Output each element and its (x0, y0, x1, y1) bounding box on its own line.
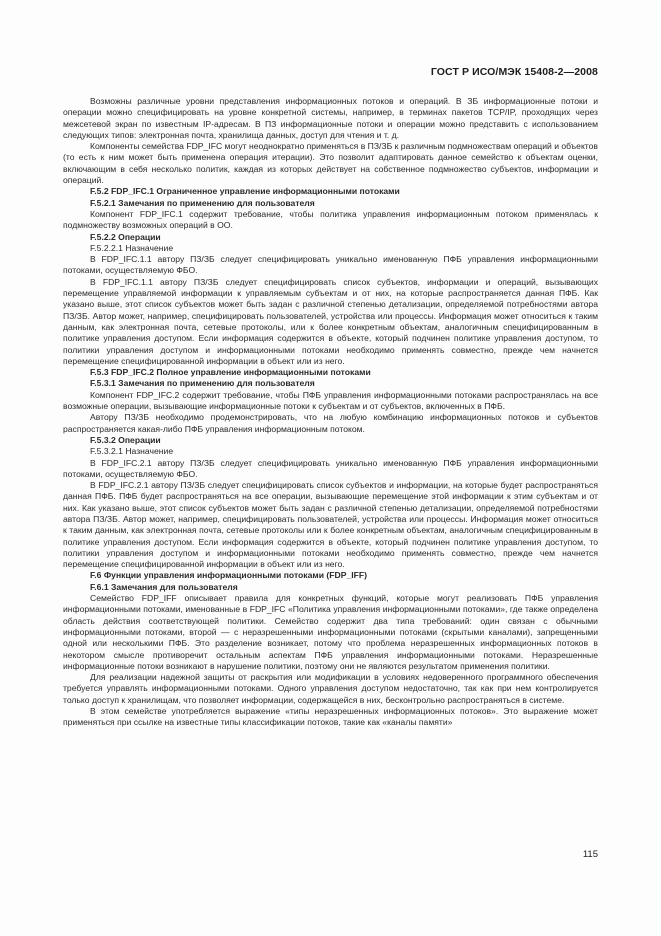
paragraph-text: В этом семействе употребляется выражение «типы неразрешенных информационных потоков». Это выражение может применяться при ссылке на известные типы классификации потоков, такие как «каналы памяти» (63, 706, 598, 728)
section-heading: F.5.3 FDP_IFC.2 Полное управление информационными потоками (90, 367, 371, 378)
paragraph-text: Автору ПЗ/ЗБ необходимо продемонстрировать, что на любую комбинацию информационных потоков и субъектов распространяется какая-либо ПФБ управления информационным потоком. (63, 412, 598, 434)
paragraph-text: В FDP_IFC.1.1 автору ПЗ/ЗБ следует специфицировать уникально именованную ПФБ управления информационными потоками, осуществляемую ФБО. (63, 254, 598, 276)
paragraph-text: В FDP_IFC.2.1 автору ПЗ/ЗБ следует специфицировать список субъектов и информации, на которые будет распространяться данная ПФБ. ПФБ будет распространяться на все операции, вызывающие перемещение этой информации к этим субъектам и от них. Как указано выше, этот список субъектов может быть задан с различной степенью детализации, определяемой потребностями автора ПЗ/ЗБ. Автор может, например, специфицировать пользователей, устройства или процессы. Информация может относиться к таким данным, как электронная почта, сетевые протоколы или к более конкретным объектам, аналогичным специфицированным в политике управления доступом. Если информация содержится в объекте, который подчинен политике управления доступом, то политики управления доступом и информационными потоками необходимо применять совместно, прежде чем начнется перемещение специфицированной информации в объект или из него. (63, 480, 598, 570)
paragraph (63, 209, 598, 232)
paragraph (63, 458, 598, 481)
section-heading: F.5.3.1 Замечания по применению для пользователя (90, 378, 315, 389)
paragraph (63, 706, 598, 729)
paragraph (63, 412, 598, 435)
subsection-label: F.5.3.2.1 Назначение (90, 446, 174, 457)
paragraph (63, 672, 598, 706)
paragraph-text: Компонент FDP_IFC.2 содержит требование, чтобы ПФБ управления информационными потоками распространялась на все возможные операции, вызывающие информационные потоки к субъектам и от субъектов, включенных в ПФБ. (63, 389, 598, 412)
paragraph (63, 277, 598, 367)
standard-header: ГОСТ Р ИСО/МЭК 15408-2—2008 (430, 66, 598, 78)
paragraph (63, 141, 598, 186)
paragraph-text: Компонент FDP_IFC.1 содержит требование, чтобы политика управления информационным потоком применялась к подмножеству возможных операций в ОО. (63, 208, 598, 231)
paragraph-text: В FDP_IFC.1.1 автору ПЗ/ЗБ следует специфицировать список субъектов, информации и операций, вызывающих перемещение управляемой информации к управляемым субъектам и от них, на которые распространяется данная ПФБ. Как указано выше, этот список субъектов может быть задан с различной степенью детализации, определяемой потребностями автора ПЗ/ЗБ. Автор может, например, специфицировать пользователей, устройства или процессы. Информация может относиться к таким данным, как электронная почта, сетевые протоколы, или к более конкретным объектам, аналогичным специфицированным в политике управления доступом. Если информация содержится в объекте, который подчинен политике управления доступом, то политики управления доступом и информационными потоками необходимо применять совместно, прежде чем начнется перемещение специфицированной информации в объект или из него. (63, 276, 598, 366)
section-heading: F.5.2.1 Замечания по применению для пользователя (90, 197, 315, 208)
section-heading: F.6.1 Замечания для пользователя (90, 581, 238, 592)
paragraph (63, 96, 598, 141)
paragraph-text: Возможны различные уровни представления информационных потоков и операций. В ЗБ информационные потоки и операции можно специфицировать на уровне конкретной системы, например, в терминах пакетов TCP/IP, проходящих через межсетевой экран по известным IP-адресам. В ПЗ информационные потоки и операции можно представить с использованием следующих типов: электронная почта, хранилища данных, доступ для чтения и т. д. (63, 96, 598, 140)
section-heading: F.6 Функции управления информационными потоками (FDP_IFF) (90, 570, 367, 581)
section-heading: F.5.2 FDP_IFC.1 Ограниченное управление информационными потоками (90, 186, 400, 197)
paragraph-text: В FDP_IFC.2.1 автору ПЗ/ЗБ следует специфицировать уникально именованную ПФБ управления информационными потоками, осуществляемую ФБО. (63, 457, 598, 479)
paragraph-text: Семейство FDP_IFF описывает правила для конкретных функций, которые могут реализовать ПФБ управления информационными потоками, именованные в FDP_IFC «Политика управления информационными потоками», где также определена область действия соответствующей политики. Семейство содержит два типа требований: один связан с обычными информационными потоками, второй — с неразрешенными информационными потоками (скрытыми каналами), запрещенными одной или несколькими ПФБ. Это разделение возникает, потому что проблема неразрешенных информационных потоков в некотором смысле противоречит остальным аспектам ПФБ управления информационными потоками. Неразрешенные информационные потоки возникают в нарушение политики, поэтому они не являются результатом применения политики. (63, 593, 598, 671)
document-body (63, 96, 598, 729)
paragraph (63, 254, 598, 277)
paragraph (63, 390, 598, 413)
subsection-label: F.5.2.2.1 Назначение (90, 242, 174, 253)
section-heading: F.5.2.2 Операции (90, 231, 161, 242)
paragraph (63, 593, 598, 672)
paragraph-text: Для реализации надежной защиты от раскрытия или модификации в условиях недоверенного программного обеспечения требуется управлять информационными потоками. Одного управления доступом недостаточно, так как при нем контролируется только доступ к хранилищам, что позволяет информации, содержащейся в них, бесконтрольно распространяться в системе. (63, 672, 598, 705)
section-heading: F.5.3.2 Операции (90, 434, 161, 445)
page-number: 115 (582, 849, 598, 860)
paragraph-text: Компоненты семейства FDP_IFC могут неоднократно применяться в ПЗ/ЗБ к различным подмножествам операций и объектов (то есть к ним может быть применена операция итерации). Это позволит адаптировать данное семейство к объектам оценки, включающим в себя несколько политик, каждая из которых действует на собственное подмножество субъектов, информации и операций. (63, 141, 598, 186)
paragraph (63, 480, 598, 570)
